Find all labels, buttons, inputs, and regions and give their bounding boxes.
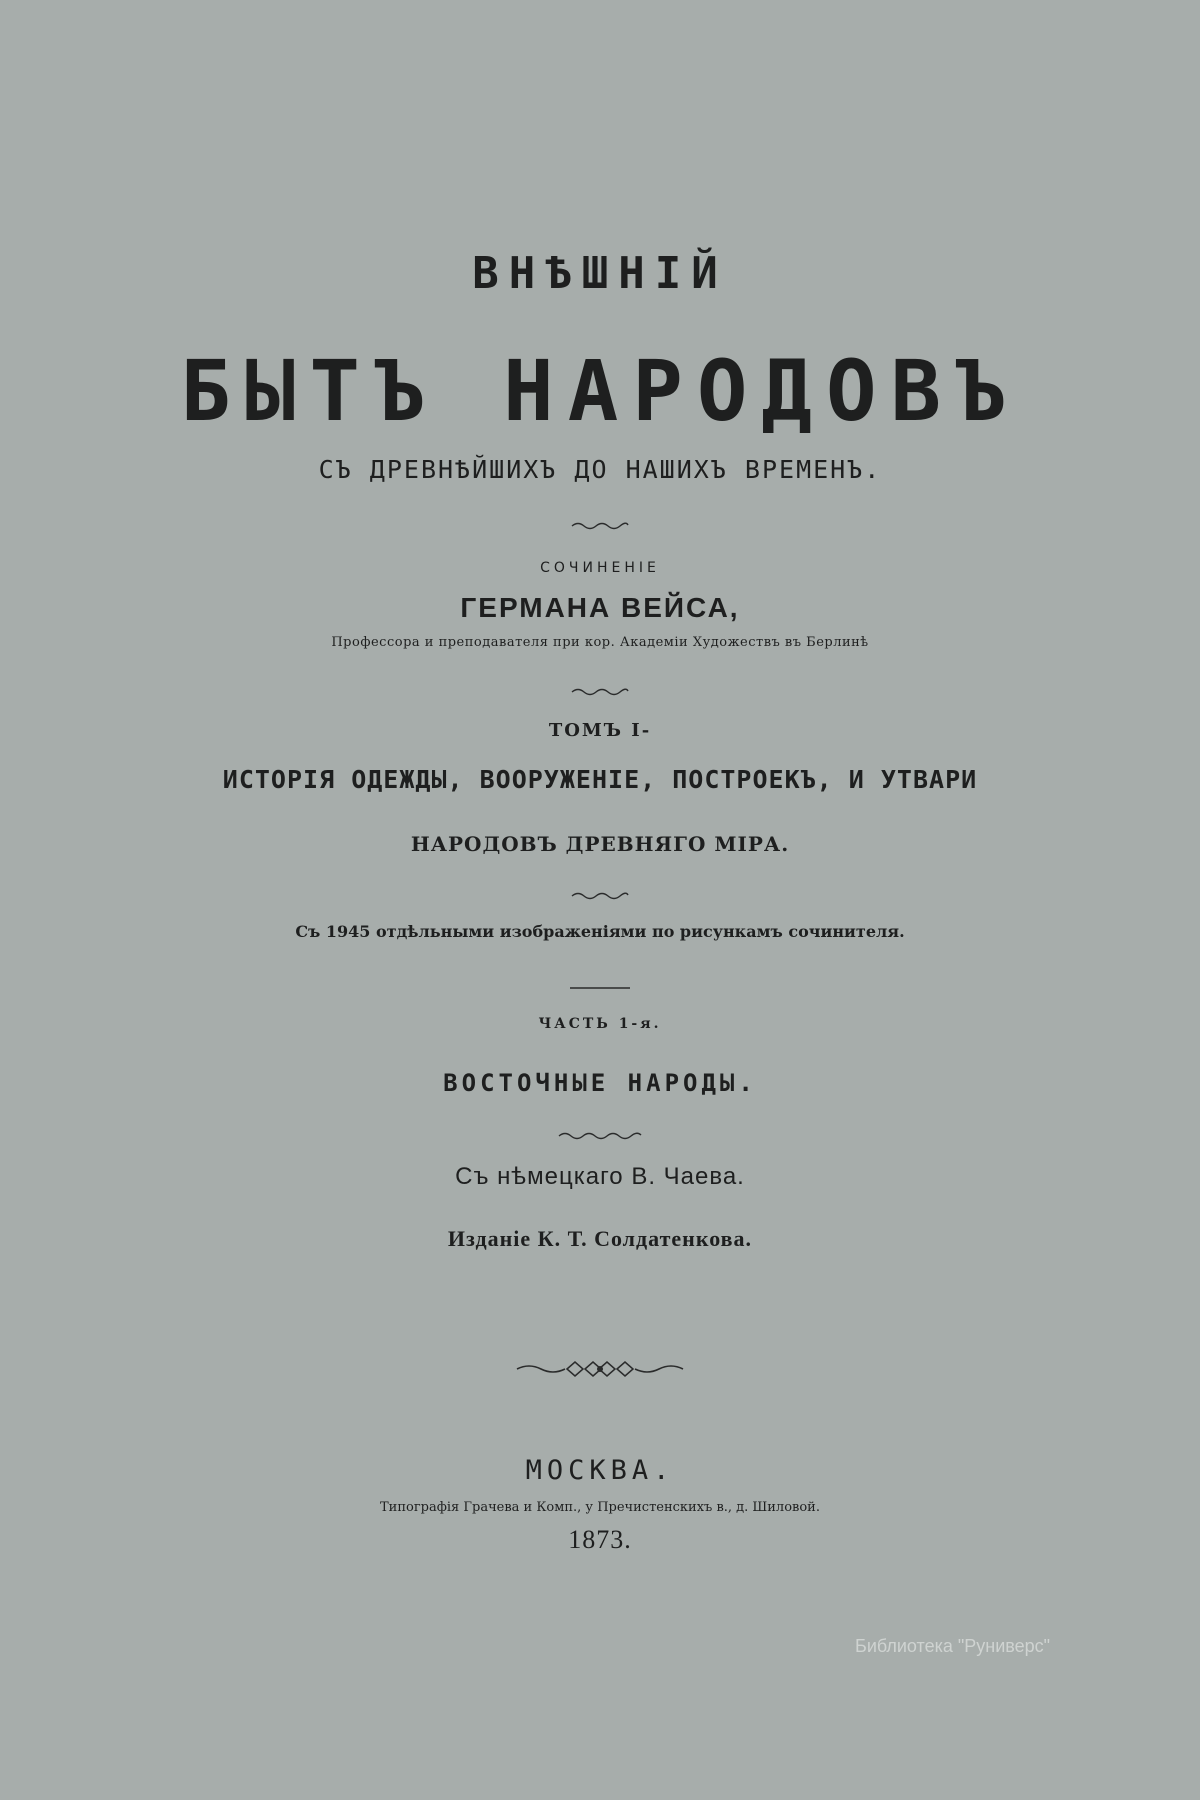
subtitle: СЪ ДРЕВНѢЙШИХЪ ДО НАШИХЪ ВРЕМЕНЪ.: [318, 455, 882, 484]
volume-peoples: НАРОДОВЪ ДРЕВНЯГО МІРА.: [410, 832, 790, 856]
author-position: Профессора и преподавателя при кор. Академіи Художествъ въ Берлинѣ: [331, 635, 869, 650]
illustrations-note: Съ 1945 отдѣльными изображеніями по рисункамъ сочинителя.: [295, 922, 905, 941]
rule-divider: [0, 976, 1200, 995]
wavy-ornament-1: [0, 515, 1200, 534]
decorative-fleuron: [0, 1359, 1200, 1383]
title-heading: ВНѢШНІЙ: [472, 248, 728, 299]
author-name: ГЕРМАНА ВЕЙСА,: [460, 592, 740, 623]
library-watermark: Библиотека "Руниверс": [855, 1636, 1051, 1656]
wavy-ornament-2: [0, 681, 1200, 700]
translator: Съ нѣмецкаго В. Чаева.: [455, 1163, 745, 1190]
publication-year: 1873.: [568, 1525, 632, 1554]
part-label: ЧАСТЬ 1-я.: [538, 1016, 662, 1032]
edition: Изданіе К. Т. Солдатенкова.: [447, 1226, 753, 1251]
byline: СОЧИНЕНІЕ: [540, 560, 660, 576]
city: МОСКВА.: [525, 1455, 675, 1486]
volume-label: ТОМЪ I-: [548, 720, 652, 741]
part-title: ВОСТОЧНЫЕ НАРОДЫ.: [443, 1069, 757, 1097]
wavy-ornament-4: [0, 1125, 1200, 1144]
main-title: БЫТЪ НАРОДОВЪ: [180, 342, 1020, 440]
wavy-ornament-3: [0, 885, 1200, 904]
volume-subject: ИСТОРІЯ ОДЕЖДЫ, ВООРУЖЕНІЕ, ПОСТРОЕКЪ, И УТВАРИ: [222, 765, 978, 794]
printing-house: Типографія Грачева и Комп., у Пречистенскихъ в., д. Шиловой.: [380, 1500, 820, 1515]
